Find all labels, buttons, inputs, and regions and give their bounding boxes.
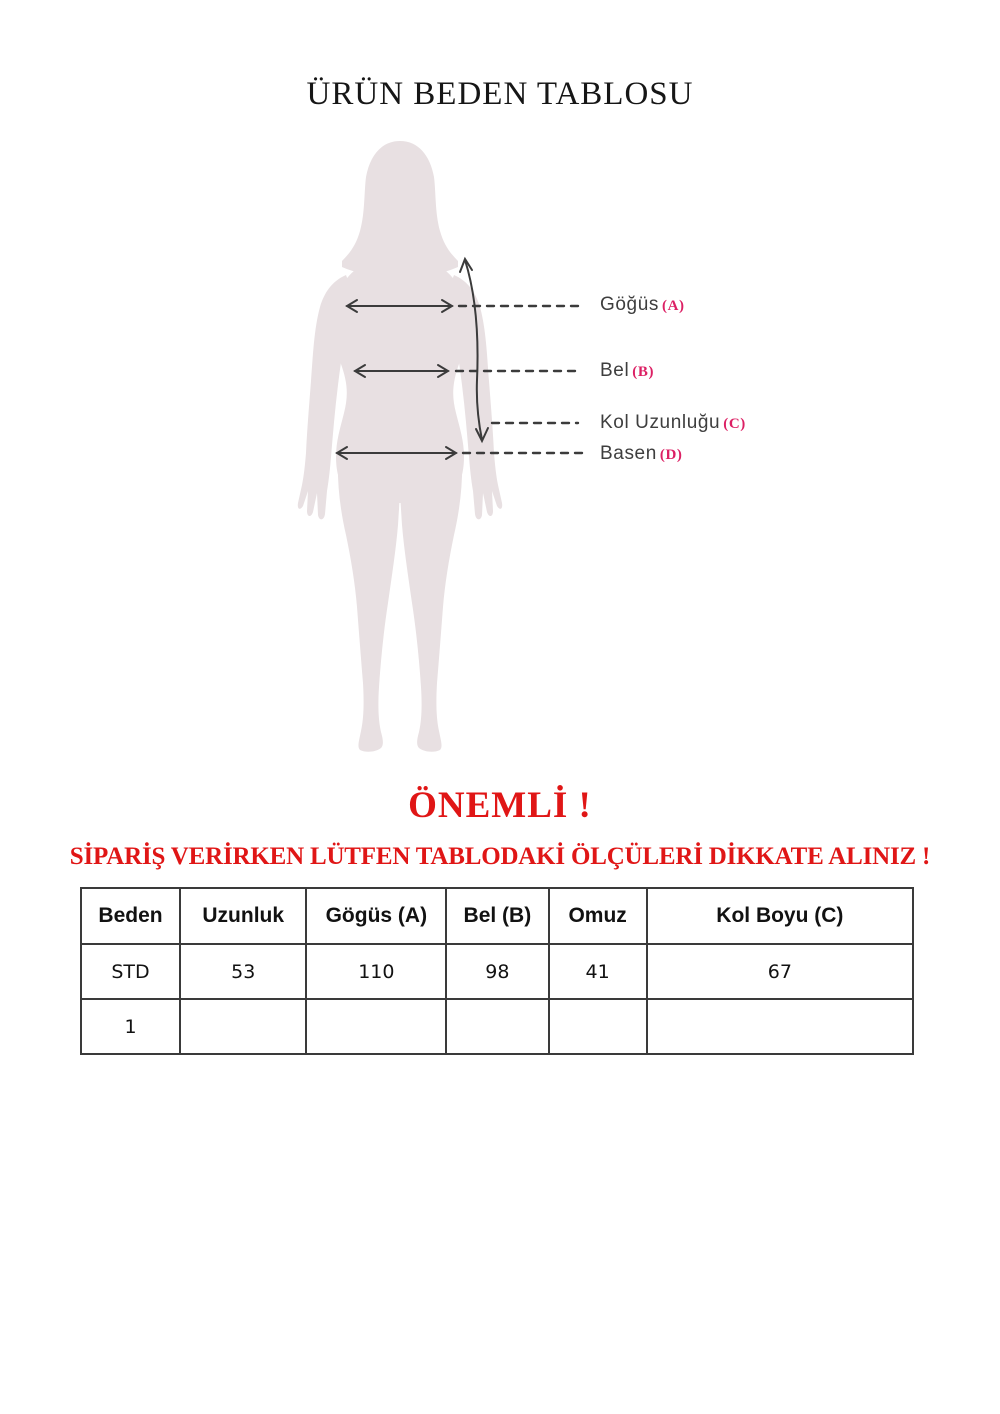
size-table [80, 887, 914, 1055]
cell-uzunluk-std: 53 [180, 944, 306, 999]
label-chest-code: (A) [661, 298, 685, 314]
silhouette-right-leg [400, 454, 462, 751]
cell-uzunluk-1 [180, 999, 306, 1054]
header-bel: Bel (B) [446, 888, 548, 944]
header-uzunluk: Uzunluk [180, 888, 306, 944]
cell-bel-std: 98 [446, 944, 548, 999]
cell-beden-1: 1 [81, 999, 180, 1054]
silhouette-head-hair [342, 141, 458, 277]
important-heading: ÖNEMLİ ! [408, 785, 592, 826]
header-kol-boyu: Kol Boyu (C) [647, 888, 913, 944]
size-table-header-row [81, 888, 913, 944]
cell-bel-1 [446, 999, 548, 1054]
label-waist-code: (B) [632, 364, 655, 380]
label-hip-code: (D) [659, 447, 683, 463]
label-chest-name: Göğüs [600, 294, 659, 315]
table-row-1 [81, 999, 913, 1054]
cell-kol-boyu-1 [647, 999, 913, 1054]
label-arm-length [600, 412, 746, 434]
cell-omuz-1 [549, 999, 647, 1054]
cell-beden-std: STD [81, 944, 180, 999]
page-title: ÜRÜN BEDEN TABLOSU [306, 76, 694, 112]
cell-kol-boyu-std: 67 [647, 944, 913, 999]
body-measurement-diagram [280, 135, 620, 755]
header-omuz: Omuz [549, 888, 647, 944]
cell-gogus-std: 110 [306, 944, 446, 999]
label-hip-name: Basen [600, 443, 657, 464]
label-waist [600, 360, 654, 382]
label-chest [600, 294, 685, 316]
label-waist-name: Bel [600, 360, 630, 381]
order-warning-text: SİPARİŞ VERİRKEN LÜTFEN TABLODAKİ ÖLÇÜLERİ DİKKATE ALINIZ ! [69, 843, 931, 870]
silhouette-left-leg [338, 454, 400, 751]
header-gogus: Gögüs (A) [306, 888, 446, 944]
header-beden: Beden [81, 888, 180, 944]
table-row-std [81, 944, 913, 999]
label-arm-length-code: (C) [723, 416, 746, 432]
label-hip [600, 443, 683, 465]
label-arm-length-name: Kol Uzunluğu [600, 412, 721, 433]
cell-gogus-1 [306, 999, 446, 1054]
female-body-silhouette [298, 141, 502, 752]
cell-omuz-std: 41 [549, 944, 647, 999]
